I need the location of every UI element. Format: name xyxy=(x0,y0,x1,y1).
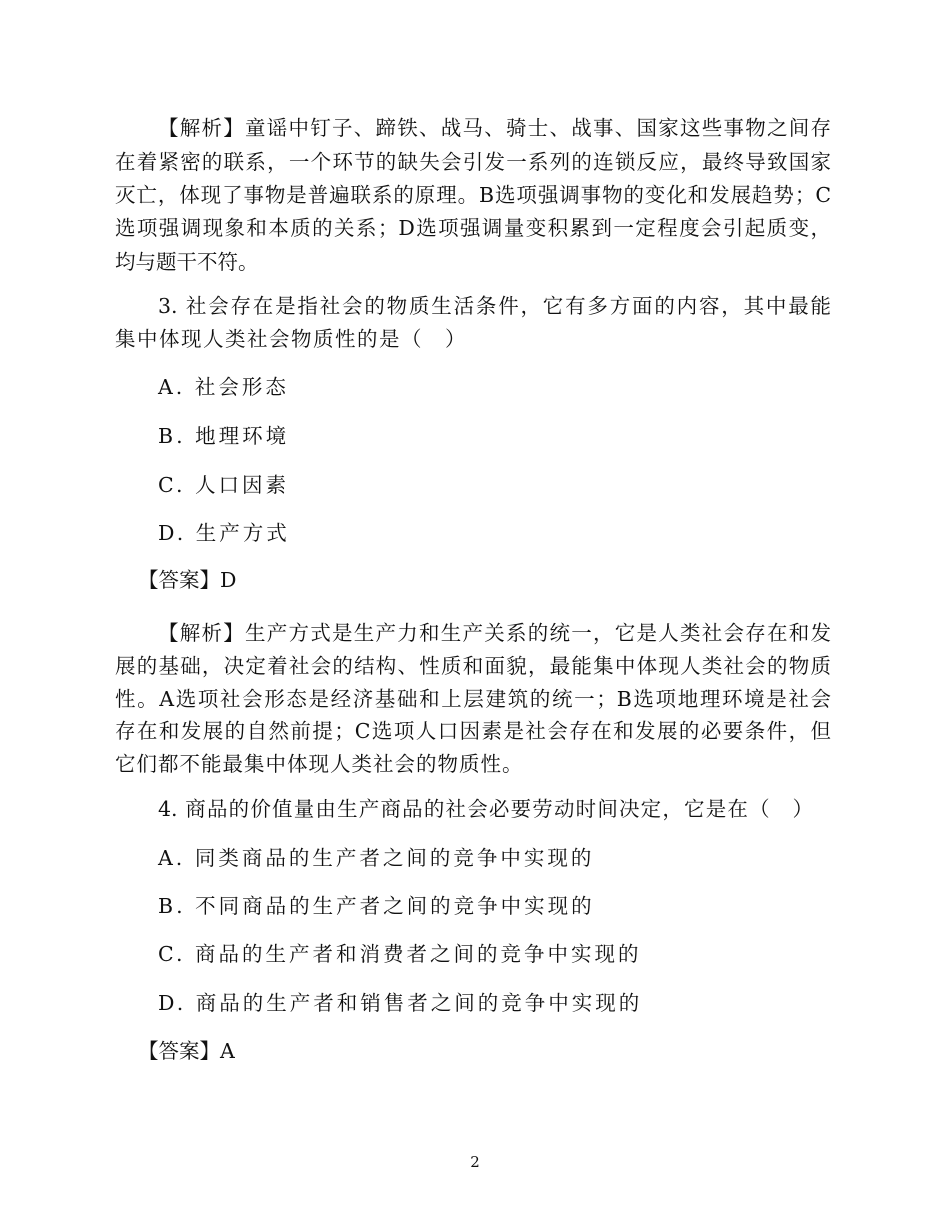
analysis1-line: 【解析】童谣中钉子、蹄铁、战马、骑士、战事、国家这些事物之间存 xyxy=(158,116,831,140)
analysis1-line: 灭亡，体现了事物是普遍联系的原理。B选项强调事物的变化和发展趋势；C xyxy=(115,183,831,207)
page-number: 2 xyxy=(470,1153,480,1171)
q3-analysis-line: 存在和发展的自然前提；C选项人口因素是社会存在和发展的必要条件，但 xyxy=(115,719,831,743)
analysis1-line: 在着紧密的联系，一个环节的缺失会引发一系列的连锁反应，最终导致国家 xyxy=(115,150,831,174)
analysis1-line: 均与题干不符。 xyxy=(115,250,259,274)
q3-analysis-line: 展的基础，决定着社会的结构、性质和面貌，最能集中体现人类社会的物质 xyxy=(115,654,831,678)
q4-option-b: B. 不同商品的生产者之间的竞争中实现的 xyxy=(158,894,595,918)
q3-analysis-line: 性。A选项社会形态是经济基础和上层建筑的统一；B选项地理环境是社会 xyxy=(115,687,831,711)
q3-option-a: A. 社会形态 xyxy=(158,375,289,399)
q3-option-c: C. 人口因素 xyxy=(158,473,289,497)
q4-answer: 【答案】A xyxy=(138,1039,235,1063)
q3-option-d: D. 生产方式 xyxy=(158,521,290,545)
q4-option-c: C. 商品的生产者和消费者之间的竞争中实现的 xyxy=(158,942,642,966)
q4-stem: 4. 商品的价值量由生产商品的社会必要劳动时间决定，它是在（ ） xyxy=(158,797,813,821)
q4-option-d: D. 商品的生产者和销售者之间的竞争中实现的 xyxy=(158,991,643,1015)
q4-option-a: A. 同类商品的生产者之间的竞争中实现的 xyxy=(158,846,595,870)
q3-answer: 【答案】D xyxy=(138,568,237,592)
q3-analysis-line: 【解析】生产方式是生产力和生产关系的统一，它是人类社会存在和发 xyxy=(158,621,831,645)
q3-analysis-line: 它们都不能最集中体现人类社会的物质性。 xyxy=(115,752,524,776)
q3-stem: 3. 社会存在是指社会的物质生活条件，它有多方面的内容，其中最能 xyxy=(158,294,831,318)
q3-option-b: B. 地理环境 xyxy=(158,424,290,448)
analysis1-line: 选项强调现象和本质的关系；D选项强调量变积累到一定程度会引起质变， xyxy=(115,216,831,240)
q3-stem: 集中体现人类社会物质性的是（ ） xyxy=(115,327,467,351)
